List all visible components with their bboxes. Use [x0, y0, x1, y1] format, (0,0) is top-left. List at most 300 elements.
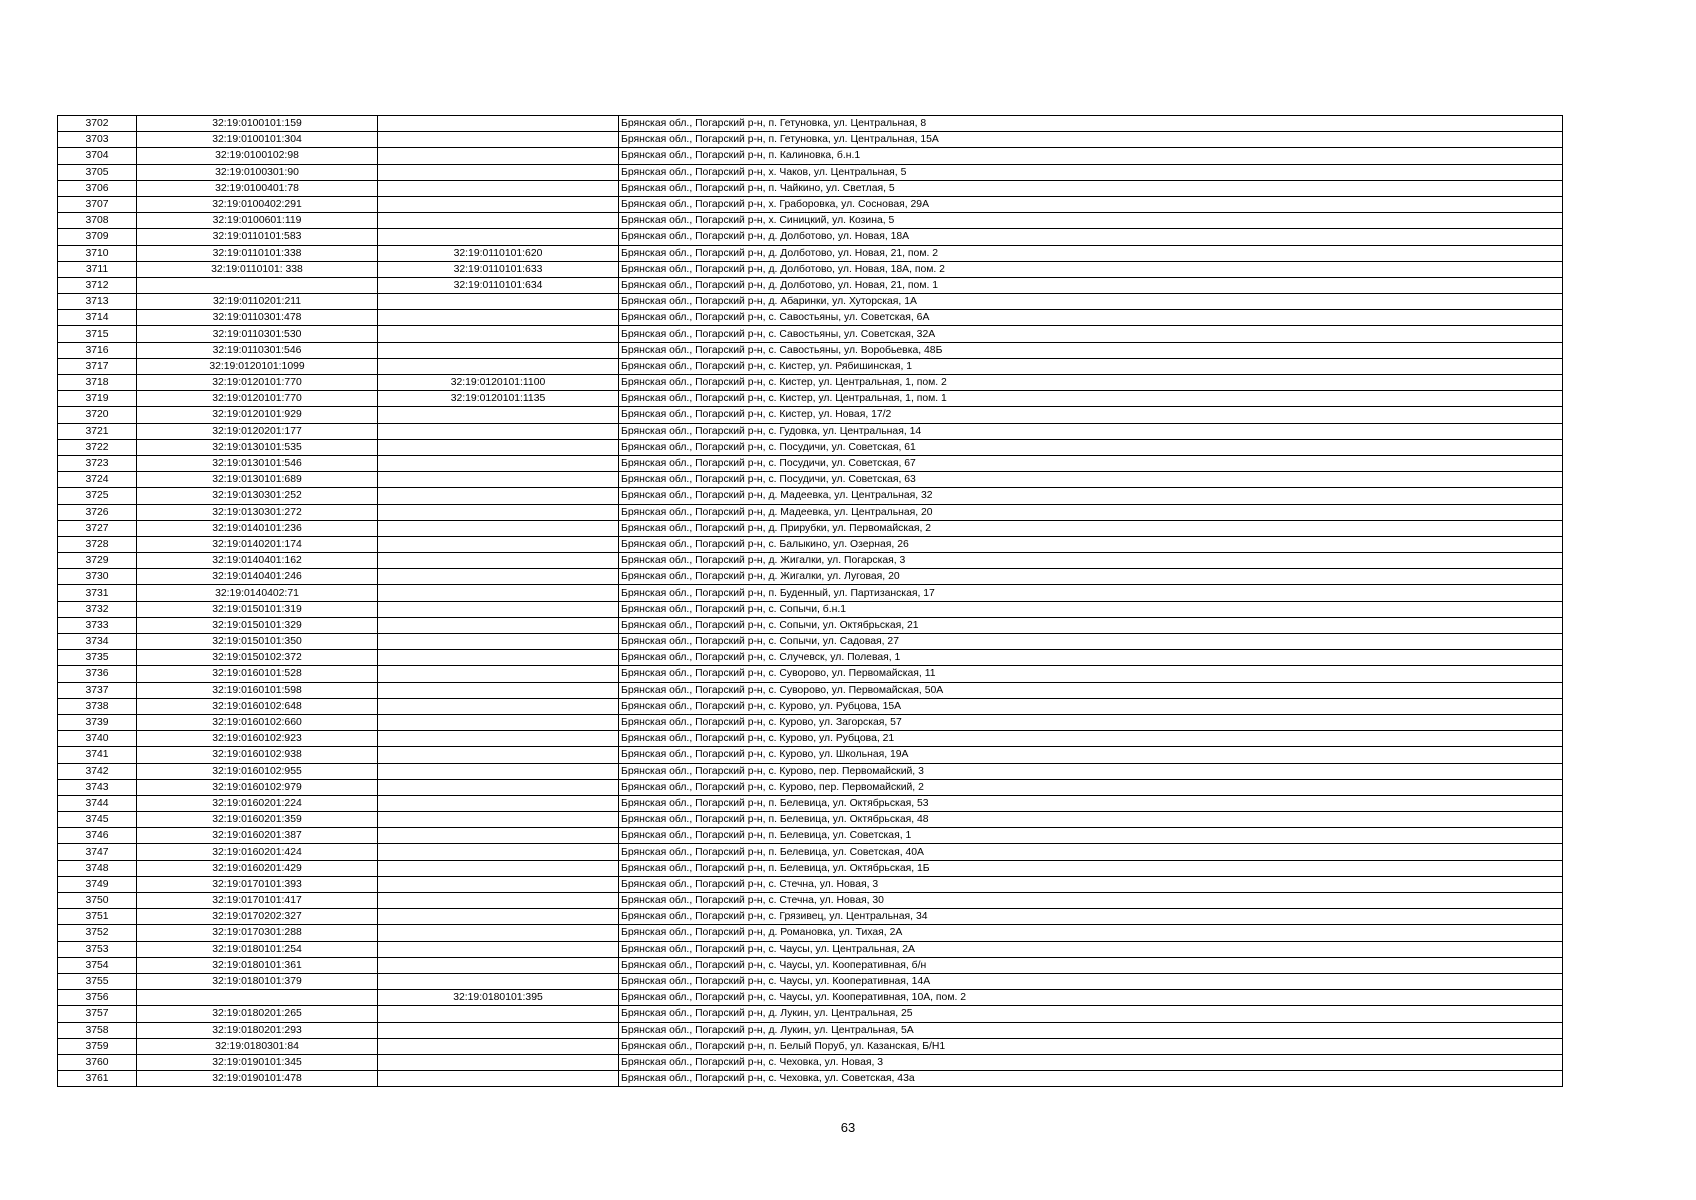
- row-number-cell: 3727: [58, 520, 137, 536]
- table-row: [58, 1006, 1563, 1022]
- row-number-cell: 3732: [58, 601, 137, 617]
- row-number-cell: 3751: [58, 909, 137, 925]
- table-row: [58, 585, 1563, 601]
- address-cell: Брянская обл., Погарский р-н, х. Синицкий, ул. Козина, 5: [619, 213, 1563, 229]
- linked-cadastral-number-cell: [378, 132, 619, 148]
- address-cell: Брянская обл., Погарский р-н, с. Курово, ул. Загорская, 57: [619, 714, 1563, 730]
- address-cell: Брянская обл., Погарский р-н, с. Посудичи, ул. Советская, 63: [619, 472, 1563, 488]
- row-number-cell: 3761: [58, 1071, 137, 1087]
- table-row: [58, 650, 1563, 666]
- address-cell: Брянская обл., Погарский р-н, д. Долботово, ул. Новая, 18А: [619, 229, 1563, 245]
- table-row: [58, 553, 1563, 569]
- address-cell: Брянская обл., Погарский р-н, д. Прирубки, ул. Первомайская, 2: [619, 520, 1563, 536]
- row-number-cell: 3709: [58, 229, 137, 245]
- table-row: [58, 941, 1563, 957]
- cadastral-number-cell: 32:19:0170101:417: [137, 893, 378, 909]
- row-number-cell: 3707: [58, 196, 137, 212]
- page-number: 63: [840, 1120, 856, 1135]
- address-cell: Брянская обл., Погарский р-н, д. Жигалки, ул. Луговая, 20: [619, 569, 1563, 585]
- linked-cadastral-number-cell: [378, 439, 619, 455]
- cadastral-number-cell: 32:19:0160201:424: [137, 844, 378, 860]
- linked-cadastral-number-cell: [378, 229, 619, 245]
- address-cell: Брянская обл., Погарский р-н, д. Долботово, ул. Новая, 21, пом. 1: [619, 277, 1563, 293]
- row-number-cell: 3705: [58, 164, 137, 180]
- linked-cadastral-number-cell: [378, 828, 619, 844]
- row-number-cell: 3745: [58, 812, 137, 828]
- cadastral-number-cell: [137, 277, 378, 293]
- linked-cadastral-number-cell: [378, 455, 619, 471]
- linked-cadastral-number-cell: [378, 213, 619, 229]
- row-number-cell: 3713: [58, 294, 137, 310]
- address-cell: Брянская обл., Погарский р-н, с. Посудичи, ул. Советская, 61: [619, 439, 1563, 455]
- row-number-cell: 3724: [58, 472, 137, 488]
- table-row: [58, 893, 1563, 909]
- property-registry-table: [57, 115, 1563, 1087]
- linked-cadastral-number-cell: [378, 488, 619, 504]
- address-cell: Брянская обл., Погарский р-н, с. Савостьяны, ул. Советская, 32А: [619, 326, 1563, 342]
- cadastral-number-cell: 32:19:0170301:288: [137, 925, 378, 941]
- linked-cadastral-number-cell: [378, 504, 619, 520]
- row-number-cell: 3746: [58, 828, 137, 844]
- row-number-cell: 3714: [58, 310, 137, 326]
- table-row: [58, 763, 1563, 779]
- linked-cadastral-number-cell: 32:19:0120101:1135: [378, 391, 619, 407]
- row-number-cell: 3704: [58, 148, 137, 164]
- address-cell: Брянская обл., Погарский р-н, с. Савостьяны, ул. Советская, 6А: [619, 310, 1563, 326]
- table-row: [58, 682, 1563, 698]
- linked-cadastral-number-cell: [378, 925, 619, 941]
- linked-cadastral-number-cell: [378, 666, 619, 682]
- row-number-cell: 3758: [58, 1022, 137, 1038]
- address-cell: Брянская обл., Погарский р-н, д. Абаринки, ул. Хуторская, 1А: [619, 294, 1563, 310]
- linked-cadastral-number-cell: [378, 536, 619, 552]
- row-number-cell: 3741: [58, 747, 137, 763]
- row-number-cell: 3756: [58, 990, 137, 1006]
- table-row: [58, 666, 1563, 682]
- cadastral-number-cell: 32:19:0120101:1099: [137, 358, 378, 374]
- address-cell: Брянская обл., Погарский р-н, с. Грязивец, ул. Центральная, 34: [619, 909, 1563, 925]
- cadastral-number-cell: 32:19:0140401:162: [137, 553, 378, 569]
- cadastral-number-cell: 32:19:0160201:224: [137, 795, 378, 811]
- cadastral-number-cell: 32:19:0120101:770: [137, 391, 378, 407]
- address-cell: Брянская обл., Погарский р-н, х. Граборовка, ул. Сосновая, 29А: [619, 196, 1563, 212]
- table-row: [58, 569, 1563, 585]
- table-row: [58, 326, 1563, 342]
- cadastral-number-cell: [137, 990, 378, 1006]
- table-row: [58, 973, 1563, 989]
- cadastral-number-cell: 32:19:0100101:159: [137, 116, 378, 132]
- address-cell: Брянская обл., Погарский р-н, с. Суворово, ул. Первомайская, 50А: [619, 682, 1563, 698]
- linked-cadastral-number-cell: [378, 180, 619, 196]
- table-row: [58, 617, 1563, 633]
- table-row: [58, 795, 1563, 811]
- row-number-cell: 3739: [58, 714, 137, 730]
- table-row: [58, 148, 1563, 164]
- row-number-cell: 3710: [58, 245, 137, 261]
- address-cell: Брянская обл., Погарский р-н, п. Белевица, ул. Советская, 1: [619, 828, 1563, 844]
- table-row: [58, 876, 1563, 892]
- address-cell: Брянская обл., Погарский р-н, с. Сопычи, ул. Садовая, 27: [619, 634, 1563, 650]
- table-row: [58, 116, 1563, 132]
- table-row: [58, 714, 1563, 730]
- row-number-cell: 3720: [58, 407, 137, 423]
- row-number-cell: 3753: [58, 941, 137, 957]
- linked-cadastral-number-cell: [378, 423, 619, 439]
- row-number-cell: 3731: [58, 585, 137, 601]
- address-cell: Брянская обл., Погарский р-н, п. Белевица, ул. Октябрьская, 48: [619, 812, 1563, 828]
- address-cell: Брянская обл., Погарский р-н, п. Белевица, ул. Октябрьская, 53: [619, 795, 1563, 811]
- linked-cadastral-number-cell: [378, 358, 619, 374]
- cadastral-number-cell: 32:19:0100102:98: [137, 148, 378, 164]
- table-row: [58, 601, 1563, 617]
- cadastral-number-cell: 32:19:0140402:71: [137, 585, 378, 601]
- linked-cadastral-number-cell: [378, 196, 619, 212]
- cadastral-number-cell: 32:19:0150101:350: [137, 634, 378, 650]
- linked-cadastral-number-cell: 32:19:0120101:1100: [378, 375, 619, 391]
- cadastral-number-cell: 32:19:0180201:265: [137, 1006, 378, 1022]
- linked-cadastral-number-cell: [378, 844, 619, 860]
- row-number-cell: 3734: [58, 634, 137, 650]
- row-number-cell: 3716: [58, 342, 137, 358]
- row-number-cell: 3729: [58, 553, 137, 569]
- cadastral-number-cell: 32:19:0160102:979: [137, 779, 378, 795]
- address-cell: Брянская обл., Погарский р-н, с. Савостьяны, ул. Воробьевка, 48Б: [619, 342, 1563, 358]
- row-number-cell: 3752: [58, 925, 137, 941]
- table-row: [58, 1038, 1563, 1054]
- cadastral-number-cell: 32:19:0180101:254: [137, 941, 378, 957]
- cadastral-number-cell: 32:19:0160102:648: [137, 698, 378, 714]
- linked-cadastral-number-cell: [378, 116, 619, 132]
- cadastral-number-cell: 32:19:0130301:272: [137, 504, 378, 520]
- table-row: [58, 779, 1563, 795]
- linked-cadastral-number-cell: [378, 860, 619, 876]
- row-number-cell: 3711: [58, 261, 137, 277]
- address-cell: Брянская обл., Погарский р-н, с. Случевск, ул. Полевая, 1: [619, 650, 1563, 666]
- cadastral-number-cell: 32:19:0100401:78: [137, 180, 378, 196]
- linked-cadastral-number-cell: [378, 1038, 619, 1054]
- address-cell: Брянская обл., Погарский р-н, с. Чаусы, ул. Кооперативная, 10А, пом. 2: [619, 990, 1563, 1006]
- row-number-cell: 3730: [58, 569, 137, 585]
- cadastral-number-cell: 32:19:0190101:345: [137, 1054, 378, 1070]
- address-cell: Брянская обл., Погарский р-н, с. Кистер, ул. Центральная, 1, пом. 2: [619, 375, 1563, 391]
- row-number-cell: 3747: [58, 844, 137, 860]
- address-cell: Брянская обл., Погарский р-н, д. Мадеевка, ул. Центральная, 20: [619, 504, 1563, 520]
- row-number-cell: 3743: [58, 779, 137, 795]
- linked-cadastral-number-cell: [378, 682, 619, 698]
- row-number-cell: 3719: [58, 391, 137, 407]
- cadastral-number-cell: 32:19:0100101:304: [137, 132, 378, 148]
- cadastral-number-cell: 32:19:0140101:236: [137, 520, 378, 536]
- cadastral-number-cell: 32:19:0140201:174: [137, 536, 378, 552]
- table-row: [58, 455, 1563, 471]
- linked-cadastral-number-cell: [378, 294, 619, 310]
- linked-cadastral-number-cell: [378, 634, 619, 650]
- row-number-cell: 3708: [58, 213, 137, 229]
- linked-cadastral-number-cell: [378, 553, 619, 569]
- address-cell: Брянская обл., Погарский р-н, п. Белый Поруб, ул. Казанская, Б/Н1: [619, 1038, 1563, 1054]
- linked-cadastral-number-cell: [378, 148, 619, 164]
- cadastral-number-cell: 32:19:0130101:689: [137, 472, 378, 488]
- linked-cadastral-number-cell: [378, 893, 619, 909]
- linked-cadastral-number-cell: [378, 941, 619, 957]
- cadastral-number-cell: 32:19:0160101:598: [137, 682, 378, 698]
- row-number-cell: 3736: [58, 666, 137, 682]
- cadastral-number-cell: 32:19:0110101:583: [137, 229, 378, 245]
- table-row: [58, 245, 1563, 261]
- table-row: [58, 1054, 1563, 1070]
- table-row: [58, 520, 1563, 536]
- table-row: [58, 261, 1563, 277]
- linked-cadastral-number-cell: 32:19:0110101:634: [378, 277, 619, 293]
- cadastral-number-cell: 32:19:0170202:327: [137, 909, 378, 925]
- cadastral-number-cell: 32:19:0110301:530: [137, 326, 378, 342]
- table-row: [58, 180, 1563, 196]
- cadastral-number-cell: 32:19:0180301:84: [137, 1038, 378, 1054]
- table-row: [58, 391, 1563, 407]
- cadastral-number-cell: 32:19:0160102:955: [137, 763, 378, 779]
- row-number-cell: 3723: [58, 455, 137, 471]
- row-number-cell: 3715: [58, 326, 137, 342]
- row-number-cell: 3702: [58, 116, 137, 132]
- linked-cadastral-number-cell: [378, 472, 619, 488]
- row-number-cell: 3754: [58, 957, 137, 973]
- address-cell: Брянская обл., Погарский р-н, с. Курово, пер. Первомайский, 2: [619, 779, 1563, 795]
- linked-cadastral-number-cell: [378, 585, 619, 601]
- address-cell: Брянская обл., Погарский р-н, с. Балыкино, ул. Озерная, 26: [619, 536, 1563, 552]
- linked-cadastral-number-cell: [378, 779, 619, 795]
- address-cell: Брянская обл., Погарский р-н, п. Гетуновка, ул. Центральная, 8: [619, 116, 1563, 132]
- linked-cadastral-number-cell: [378, 973, 619, 989]
- address-cell: Брянская обл., Погарский р-н, д. Долботово, ул. Новая, 21, пом. 2: [619, 245, 1563, 261]
- row-number-cell: 3742: [58, 763, 137, 779]
- cadastral-number-cell: 32:19:0110101:338: [137, 245, 378, 261]
- cadastral-number-cell: 32:19:0190101:478: [137, 1071, 378, 1087]
- address-cell: Брянская обл., Погарский р-н, с. Суворово, ул. Первомайская, 11: [619, 666, 1563, 682]
- address-cell: Брянская обл., Погарский р-н, п. Гетуновка, ул. Центральная, 15А: [619, 132, 1563, 148]
- address-cell: Брянская обл., Погарский р-н, п. Белевица, ул. Октябрьская, 1Б: [619, 860, 1563, 876]
- linked-cadastral-number-cell: [378, 909, 619, 925]
- address-cell: Брянская обл., Погарский р-н, с. Чеховка, ул. Советская, 43а: [619, 1071, 1563, 1087]
- linked-cadastral-number-cell: 32:19:0110101:620: [378, 245, 619, 261]
- linked-cadastral-number-cell: [378, 164, 619, 180]
- address-cell: Брянская обл., Погарский р-н, д. Жигалки, ул. Погарская, 3: [619, 553, 1563, 569]
- cadastral-number-cell: 32:19:0120101:929: [137, 407, 378, 423]
- cadastral-number-cell: 32:19:0160201:387: [137, 828, 378, 844]
- address-cell: Брянская обл., Погарский р-н, с. Курово, ул. Рубцова, 21: [619, 731, 1563, 747]
- address-cell: Брянская обл., Погарский р-н, с. Гудовка, ул. Центральная, 14: [619, 423, 1563, 439]
- row-number-cell: 3757: [58, 1006, 137, 1022]
- address-cell: Брянская обл., Погарский р-н, с. Курово, пер. Первомайский, 3: [619, 763, 1563, 779]
- cadastral-number-cell: 32:19:0150101:319: [137, 601, 378, 617]
- row-number-cell: 3740: [58, 731, 137, 747]
- table-row: [58, 698, 1563, 714]
- linked-cadastral-number-cell: [378, 1006, 619, 1022]
- cadastral-number-cell: 32:19:0150102:372: [137, 650, 378, 666]
- cadastral-number-cell: 32:19:0100402:291: [137, 196, 378, 212]
- linked-cadastral-number-cell: [378, 617, 619, 633]
- cadastral-number-cell: 32:19:0130101:535: [137, 439, 378, 455]
- table-row: [58, 860, 1563, 876]
- table-row: [58, 844, 1563, 860]
- address-cell: Брянская обл., Погарский р-н, п. Чайкино, ул. Светлая, 5: [619, 180, 1563, 196]
- cadastral-number-cell: 32:19:0180101:379: [137, 973, 378, 989]
- row-number-cell: 3750: [58, 893, 137, 909]
- row-number-cell: 3738: [58, 698, 137, 714]
- address-cell: Брянская обл., Погарский р-н, д. Романовка, ул. Тихая, 2А: [619, 925, 1563, 941]
- address-cell: Брянская обл., Погарский р-н, с. Сопычи, ул. Октябрьская, 21: [619, 617, 1563, 633]
- linked-cadastral-number-cell: [378, 407, 619, 423]
- linked-cadastral-number-cell: [378, 795, 619, 811]
- row-number-cell: 3749: [58, 876, 137, 892]
- address-cell: Брянская обл., Погарский р-н, с. Кистер, ул. Новая, 17/2: [619, 407, 1563, 423]
- table-row: [58, 229, 1563, 245]
- row-number-cell: 3759: [58, 1038, 137, 1054]
- linked-cadastral-number-cell: [378, 326, 619, 342]
- cadastral-number-cell: 32:19:0150101:329: [137, 617, 378, 633]
- linked-cadastral-number-cell: [378, 520, 619, 536]
- linked-cadastral-number-cell: [378, 812, 619, 828]
- cadastral-number-cell: 32:19:0180201:293: [137, 1022, 378, 1038]
- table-row: [58, 488, 1563, 504]
- linked-cadastral-number-cell: [378, 763, 619, 779]
- row-number-cell: 3721: [58, 423, 137, 439]
- row-number-cell: 3725: [58, 488, 137, 504]
- cadastral-number-cell: 32:19:0100301:90: [137, 164, 378, 180]
- table-row: [58, 925, 1563, 941]
- linked-cadastral-number-cell: [378, 747, 619, 763]
- table-row: [58, 294, 1563, 310]
- linked-cadastral-number-cell: [378, 876, 619, 892]
- linked-cadastral-number-cell: 32:19:0110101:633: [378, 261, 619, 277]
- cadastral-number-cell: 32:19:0110101: 338: [137, 261, 378, 277]
- row-number-cell: 3737: [58, 682, 137, 698]
- table-row: [58, 536, 1563, 552]
- row-number-cell: 3726: [58, 504, 137, 520]
- table-row: [58, 472, 1563, 488]
- row-number-cell: 3712: [58, 277, 137, 293]
- row-number-cell: 3733: [58, 617, 137, 633]
- linked-cadastral-number-cell: [378, 1022, 619, 1038]
- table-row: [58, 164, 1563, 180]
- row-number-cell: 3717: [58, 358, 137, 374]
- address-cell: Брянская обл., Погарский р-н, с. Стечна, ул. Новая, 3: [619, 876, 1563, 892]
- linked-cadastral-number-cell: [378, 342, 619, 358]
- row-number-cell: 3703: [58, 132, 137, 148]
- row-number-cell: 3735: [58, 650, 137, 666]
- linked-cadastral-number-cell: [378, 731, 619, 747]
- table-row: [58, 196, 1563, 212]
- cadastral-number-cell: 32:19:0130301:252: [137, 488, 378, 504]
- cadastral-number-cell: 32:19:0100601:119: [137, 213, 378, 229]
- table-row: [58, 828, 1563, 844]
- table-row: [58, 358, 1563, 374]
- address-cell: Брянская обл., Погарский р-н, д. Лукин, ул. Центральная, 5А: [619, 1022, 1563, 1038]
- address-cell: Брянская обл., Погарский р-н, с. Посудичи, ул. Советская, 67: [619, 455, 1563, 471]
- cadastral-number-cell: 32:19:0140401:246: [137, 569, 378, 585]
- address-cell: Брянская обл., Погарский р-н, с. Чаусы, ул. Кооперативная, б/н: [619, 957, 1563, 973]
- address-cell: Брянская обл., Погарский р-н, с. Стечна, ул. Новая, 30: [619, 893, 1563, 909]
- cadastral-number-cell: 32:19:0160201:359: [137, 812, 378, 828]
- row-number-cell: 3722: [58, 439, 137, 455]
- address-cell: Брянская обл., Погарский р-н, с. Чаусы, ул. Кооперативная, 14А: [619, 973, 1563, 989]
- row-number-cell: 3760: [58, 1054, 137, 1070]
- table-row: [58, 132, 1563, 148]
- address-cell: Брянская обл., Погарский р-н, д. Долботово, ул. Новая, 18А, пом. 2: [619, 261, 1563, 277]
- table-row: [58, 957, 1563, 973]
- row-number-cell: 3718: [58, 375, 137, 391]
- address-cell: Брянская обл., Погарский р-н, п. Буденный, ул. Партизанская, 17: [619, 585, 1563, 601]
- table-row: [58, 439, 1563, 455]
- cadastral-number-cell: 32:19:0120201:177: [137, 423, 378, 439]
- cadastral-number-cell: 32:19:0160102:660: [137, 714, 378, 730]
- table-row: [58, 342, 1563, 358]
- address-cell: Брянская обл., Погарский р-н, д. Лукин, ул. Центральная, 25: [619, 1006, 1563, 1022]
- table-row: [58, 909, 1563, 925]
- linked-cadastral-number-cell: [378, 714, 619, 730]
- table-row: [58, 310, 1563, 326]
- address-cell: Брянская обл., Погарский р-н, с. Чеховка, ул. Новая, 3: [619, 1054, 1563, 1070]
- cadastral-number-cell: 32:19:0110201:211: [137, 294, 378, 310]
- table-row: [58, 407, 1563, 423]
- table-row: [58, 375, 1563, 391]
- row-number-cell: 3755: [58, 973, 137, 989]
- table-row: [58, 731, 1563, 747]
- cadastral-number-cell: 32:19:0160102:923: [137, 731, 378, 747]
- cadastral-number-cell: 32:19:0170101:393: [137, 876, 378, 892]
- address-cell: Брянская обл., Погарский р-н, с. Кистер, ул. Центральная, 1, пом. 1: [619, 391, 1563, 407]
- table-row: [58, 747, 1563, 763]
- row-number-cell: 3706: [58, 180, 137, 196]
- row-number-cell: 3744: [58, 795, 137, 811]
- table-row: [58, 1022, 1563, 1038]
- table-row: [58, 812, 1563, 828]
- linked-cadastral-number-cell: [378, 1054, 619, 1070]
- address-cell: Брянская обл., Погарский р-н, с. Курово, ул. Рубцова, 15А: [619, 698, 1563, 714]
- cadastral-number-cell: 32:19:0110301:546: [137, 342, 378, 358]
- address-cell: Брянская обл., Погарский р-н, п. Белевица, ул. Советская, 40А: [619, 844, 1563, 860]
- table-row: [58, 990, 1563, 1006]
- row-number-cell: 3728: [58, 536, 137, 552]
- cadastral-number-cell: 32:19:0120101:770: [137, 375, 378, 391]
- linked-cadastral-number-cell: [378, 698, 619, 714]
- row-number-cell: 3748: [58, 860, 137, 876]
- address-cell: Брянская обл., Погарский р-н, с. Кистер, ул. Рябишинская, 1: [619, 358, 1563, 374]
- cadastral-number-cell: 32:19:0160102:938: [137, 747, 378, 763]
- table-row: [58, 504, 1563, 520]
- linked-cadastral-number-cell: [378, 957, 619, 973]
- address-cell: Брянская обл., Погарский р-н, с. Курово, ул. Школьная, 19А: [619, 747, 1563, 763]
- linked-cadastral-number-cell: [378, 601, 619, 617]
- cadastral-number-cell: 32:19:0130101:546: [137, 455, 378, 471]
- table-row: [58, 423, 1563, 439]
- linked-cadastral-number-cell: [378, 1071, 619, 1087]
- linked-cadastral-number-cell: [378, 569, 619, 585]
- linked-cadastral-number-cell: 32:19:0180101:395: [378, 990, 619, 1006]
- linked-cadastral-number-cell: [378, 650, 619, 666]
- cadastral-number-cell: 32:19:0110301:478: [137, 310, 378, 326]
- table-row: [58, 277, 1563, 293]
- address-cell: Брянская обл., Погарский р-н, с. Сопычи, б.н.1: [619, 601, 1563, 617]
- registry-table-body: [58, 116, 1563, 1087]
- address-cell: Брянская обл., Погарский р-н, х. Чаков, ул. Центральная, 5: [619, 164, 1563, 180]
- cadastral-number-cell: 32:19:0180101:361: [137, 957, 378, 973]
- cadastral-number-cell: 32:19:0160101:528: [137, 666, 378, 682]
- address-cell: Брянская обл., Погарский р-н, с. Чаусы, ул. Центральная, 2А: [619, 941, 1563, 957]
- cadastral-number-cell: 32:19:0160201:429: [137, 860, 378, 876]
- table-row: [58, 213, 1563, 229]
- table-row: [58, 1071, 1563, 1087]
- linked-cadastral-number-cell: [378, 310, 619, 326]
